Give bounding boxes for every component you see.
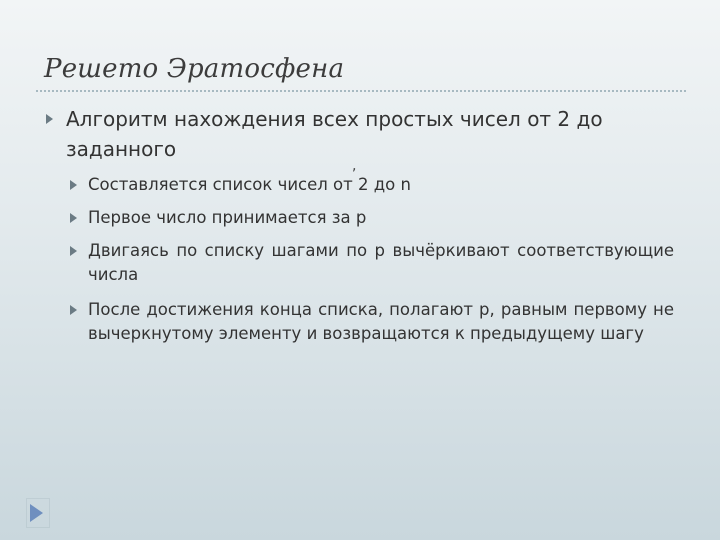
bullet-arrow-icon	[70, 213, 77, 223]
stray-mark: ,	[352, 158, 357, 174]
title-divider	[36, 90, 686, 92]
bullet-arrow-icon	[70, 246, 77, 256]
sub-bullet-4: После достижения конца списка, полагают p, равным первому не вычеркнутому элементу и возвращаются к предыдущему шагу	[88, 300, 674, 343]
sub-bullet-1: Составляется список чисел от 2 до n	[88, 175, 411, 194]
play-icon[interactable]	[30, 504, 43, 522]
bullet-arrow-icon	[70, 180, 77, 190]
bullet-arrow-icon	[70, 305, 77, 315]
bullet-arrow-icon	[46, 114, 53, 124]
slide-title: Решето Эратосфена	[44, 54, 345, 84]
main-bullet-text: Алгоритм нахождения всех простых чисел от 2 до заданного	[66, 107, 603, 161]
sub-bullet-2: Первое число принимается за p	[88, 208, 367, 227]
sub-bullet-3: Двигаясь по списку шагами по p вычёркивают соответствующие числа	[88, 241, 674, 284]
